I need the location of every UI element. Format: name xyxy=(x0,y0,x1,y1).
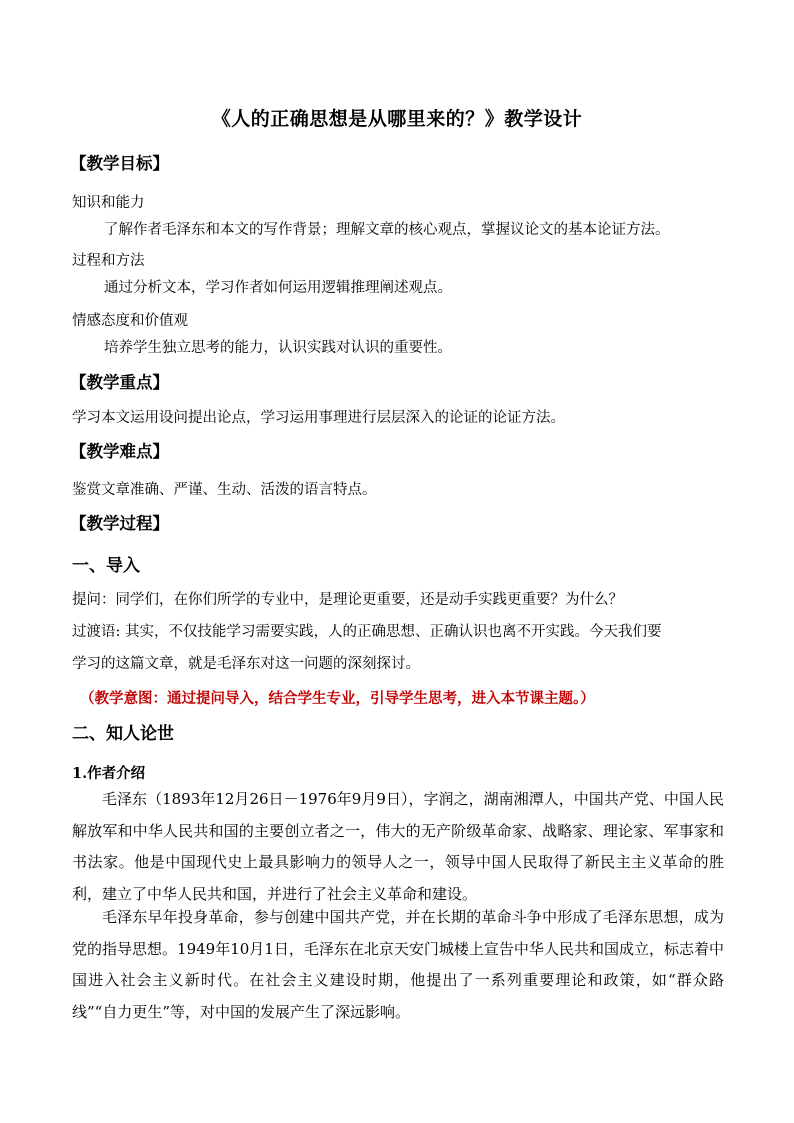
process-text: 通过分析文本，学习作者如何运用逻辑推理阐述观点。 xyxy=(104,280,452,296)
teaching-intent: （教学意图：通过提问导入，结合学生专业，引导学生思考，进入本节课主题。） xyxy=(80,690,595,707)
intro-heading: 一、导入 xyxy=(72,556,140,576)
knowledge-text: 了解作者毛泽东和本文的写作背景；理解文章的核心观点，掌握议论文的基本论证方法。 xyxy=(104,222,670,238)
emotion-text: 培养学生独立思考的能力，认识实践对认识的重要性。 xyxy=(104,340,452,356)
difficulties-heading: 【教学难点】 xyxy=(70,442,169,461)
emotion-label: 情感态度和价值观 xyxy=(72,313,188,329)
intro-question: 提问：同学们，在你们所学的专业中，是理论更重要，还是动手实践更重要？为什么？ xyxy=(72,592,623,608)
section2-heading: 二、知人论世 xyxy=(72,724,174,744)
process-heading: 【教学过程】 xyxy=(70,514,169,533)
key-points-text: 学习本文运用设问提出论点，学习运用事理进行层层深入的论证的论证方法。 xyxy=(72,410,565,426)
document-title: 《人的正确思想是从哪里来的？》教学设计 xyxy=(211,108,583,130)
transition-line-2: 学习的这篇文章，就是毛泽东对这一问题的深刻探讨。 xyxy=(72,656,420,672)
author-paragraph-1: 毛泽东（1893年12月26日－1976年9月9日），字润之，湖南湘潭人，中国共产党、中国人民解放军和中华人民共和国的主要创立者之一，伟大的无产阶级革命家、战略家、理论家、军事家和书法家。他是中国现代史上最具影响力的领导人之一，领导中国人民取得了新民主主义革命的胜利，建立了中华人民共和国，并进行了社会主义革命和建设。 xyxy=(72,790,724,903)
key-points-heading: 【教学重点】 xyxy=(70,373,169,392)
knowledge-label: 知识和能力 xyxy=(72,195,145,211)
transition-line-1: 过渡语: 其实，不仅技能学习需要实践，人的正确思想、正确认识也离不开实践。今天我们要 xyxy=(72,624,662,640)
objectives-heading: 【教学目标】 xyxy=(70,154,169,173)
author-paragraph-2: 毛泽东早年投身革命，参与创建中国共产党，并在长期的革命斗争中形成了毛泽东思想，成为党的指导思想。1949年10月1日，毛泽东在北京天安门城楼上宣告中华人民共和国成立，标志着中国进入社会主义新时代。在社会主义建设时期，他提出了一系列重要理论和政策，如“群众路线”“自力更生”等，对中国的发展产生了深远影响。 xyxy=(72,908,724,1021)
process-label: 过程和方法 xyxy=(72,253,145,269)
author-heading: 1.作者介绍 xyxy=(72,765,146,782)
difficulties-text: 鉴赏文章准确、严谨、生动、活泼的语言特点。 xyxy=(72,482,377,498)
